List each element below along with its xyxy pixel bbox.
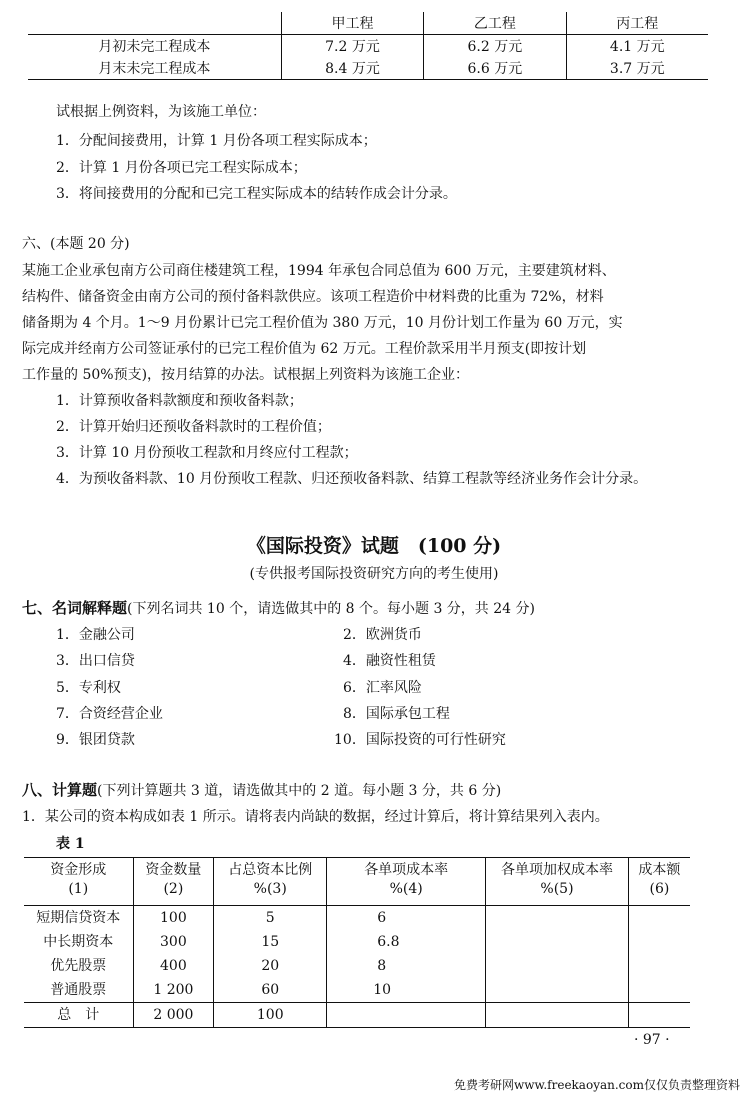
table-row — [28, 35, 708, 58]
table-cell — [486, 930, 629, 954]
table-label: 表 1 — [56, 836, 85, 852]
header-cell — [327, 858, 486, 906]
header-line: 资金数量 — [145, 862, 202, 878]
q6-paragraph-line: 储备期为 4 个月。1～9 月份累计已完工程价值为 380 万元，10 月份计划工作量为 60 万元，实 — [22, 315, 623, 331]
table-cell: 15 — [214, 930, 327, 954]
header-cell — [214, 858, 327, 906]
list-item: 6．汇率风险 — [343, 680, 422, 696]
table-cell: 短期信贷资本 — [36, 910, 121, 926]
list-item: 7．合资经营企业 — [56, 706, 163, 722]
table-cell: 月末未完工程成本 — [28, 57, 281, 80]
table-cell: 1 200 — [133, 978, 214, 1003]
table-cell: 普通股票 — [50, 982, 107, 998]
table-cell: 100 — [214, 1003, 327, 1028]
header-line: (6) — [649, 881, 670, 897]
table-cell: 6.6 万元 — [424, 57, 566, 80]
table-row — [28, 57, 708, 80]
q6-item: 3．计算 10 月份预收工程款和月终应付工程款； — [56, 445, 358, 461]
q7-title — [22, 597, 535, 618]
q8-title-rest: (下列计算题共 3 道，请选做其中的 2 道。每小题 3 分，共 6 分) — [97, 783, 502, 799]
table-cell — [327, 1003, 486, 1028]
list-item: 3．出口信贷 — [56, 653, 135, 669]
table-cell — [628, 954, 690, 978]
cost-table-header-cell: 甲工程 — [281, 12, 423, 35]
table-cell — [486, 954, 629, 978]
table-cell: 60 — [214, 978, 327, 1003]
table-cell: 5 — [214, 906, 327, 931]
cost-table-header-cell — [28, 12, 281, 35]
header-cell — [133, 858, 214, 906]
table-cell: 7.2 万元 — [281, 35, 423, 58]
table-cell — [486, 906, 629, 931]
table-cell — [486, 978, 629, 1003]
q6-paragraph-line: 工作量的 50%预支)，按月结算的办法。试根据上列资料为该施工企业： — [22, 367, 470, 383]
table-cell — [628, 1003, 690, 1028]
list-item: 9．银团贷款 — [56, 732, 135, 748]
table-cell: 6.8 — [327, 930, 486, 954]
q6-paragraph-line: 某施工企业承包南方公司商住楼建筑工程，1994 年承包合同总值为 600 万元，主要建筑材料、 — [22, 263, 616, 279]
header-line: %(4) — [389, 881, 423, 897]
q5-item: 1．分配间接费用，计算 1 月份各项工程实际成本； — [56, 133, 377, 149]
table-cell: 6 — [327, 906, 486, 931]
q6-item: 2．计算开始归还预收备料款时的工程价值； — [56, 419, 331, 435]
header-line: 各单项成本率 — [364, 862, 449, 878]
table-cell: 2 000 — [133, 1003, 214, 1028]
q7-title-bold: 七、名词解释题 — [22, 599, 128, 617]
exam-subtitle: (专供报考国际投资研究方向的考生使用) — [249, 566, 499, 582]
header-line: (2) — [163, 881, 184, 897]
cost-table — [28, 12, 708, 80]
table-cell: 月初未完工程成本 — [28, 35, 281, 58]
page-number: · 97 · — [634, 1032, 670, 1048]
header-line: 占总资本比例 — [228, 862, 313, 878]
header-cell — [486, 858, 629, 906]
capital-table — [24, 857, 690, 1028]
table-cell: 10 — [327, 978, 486, 1003]
header-line: (1) — [68, 881, 89, 897]
q8-title-bold: 八、计算题 — [22, 781, 98, 799]
header-line: 成本额 — [638, 862, 681, 878]
header-line: %(5) — [540, 881, 574, 897]
q6-item: 1．计算预收备料款额度和预收备料款； — [56, 393, 303, 409]
list-item: 8．国际承包工程 — [343, 706, 450, 722]
q8-item: 1．某公司的资本构成如表 1 所示。请将表内尚缺的数据，经过计算后，将计算结果列入表内。 — [22, 809, 609, 825]
q8-title — [22, 779, 501, 800]
capital-table-header — [24, 858, 690, 906]
cost-table-header-cell: 乙工程 — [424, 12, 566, 35]
footer-watermark: 免费考研网www.freekaoyan.com仅仅负责整理资料 — [453, 1078, 740, 1092]
header-line: 各单项加权成本率 — [500, 862, 613, 878]
header-line: %(3) — [253, 881, 287, 897]
table-cell: 优先股票 — [50, 958, 107, 974]
q6-paragraph-line: 际完成并经南方公司签证承付的已完工程价值为 62 万元。工程价款采用半月预支(即按计划 — [22, 341, 587, 357]
table-cell: 中长期资本 — [43, 934, 114, 950]
q5-item: 2．计算 1 月份各项已完工程实际成本； — [56, 160, 307, 176]
cost-table-header-cell: 丙工程 — [566, 12, 708, 35]
list-item: 1．金融公司 — [56, 627, 135, 643]
q5-intro: 试根据上例资料，为该施工单位： — [56, 104, 266, 120]
cost-table-header — [28, 12, 708, 35]
table-cell: 20 — [214, 954, 327, 978]
exam-title: 《国际投资》试题 (100 分) — [246, 535, 502, 557]
table-cell: 3.7 万元 — [566, 57, 708, 80]
q6-paragraph-line: 结构件、储备资金由南方公司的预付备料款供应。该项工程造价中材料费的比重为 72%，材料 — [22, 289, 604, 305]
table-cell: 8 — [327, 954, 486, 978]
table-row — [24, 906, 690, 931]
table-row — [24, 954, 690, 978]
header-cell — [24, 858, 133, 906]
list-item: 2．欧洲货币 — [343, 627, 422, 643]
q6-title: 六、(本题 20 分) — [22, 236, 130, 252]
table-cell: 总 计 — [24, 1003, 133, 1028]
table-cell: 4.1 万元 — [609, 39, 665, 55]
q5-item: 3．将间接费用的分配和已完工程实际成本的结转作成会计分录。 — [56, 186, 457, 202]
table-cell — [628, 906, 690, 931]
table-row — [24, 930, 690, 954]
table-cell — [628, 930, 690, 954]
table-cell — [628, 978, 690, 1003]
header-line: 资金形成 — [50, 862, 107, 878]
table-cell: 6.2 万元 — [424, 35, 566, 58]
list-item: 4．融资性租赁 — [343, 653, 436, 669]
table-cell: 400 — [133, 954, 214, 978]
q6-item: 4．为预收备料款、10 月份预收工程款、归还预收备料款、结算工程款等经济业务作会计分录。 — [56, 471, 648, 487]
list-item: 10．国际投资的可行性研究 — [334, 732, 506, 748]
header-cell — [628, 858, 690, 906]
table-cell: 300 — [133, 930, 214, 954]
table-cell — [486, 1003, 629, 1028]
table-cell: 8.4 万元 — [281, 57, 423, 80]
q7-title-rest: (下列名词共 10 个，请选做其中的 8 个。每小题 3 分，共 24 分) — [127, 601, 535, 617]
table-row — [24, 978, 690, 1003]
table-total-row — [24, 1003, 690, 1028]
table-cell: 100 — [133, 906, 214, 931]
list-item: 5．专利权 — [56, 680, 121, 696]
